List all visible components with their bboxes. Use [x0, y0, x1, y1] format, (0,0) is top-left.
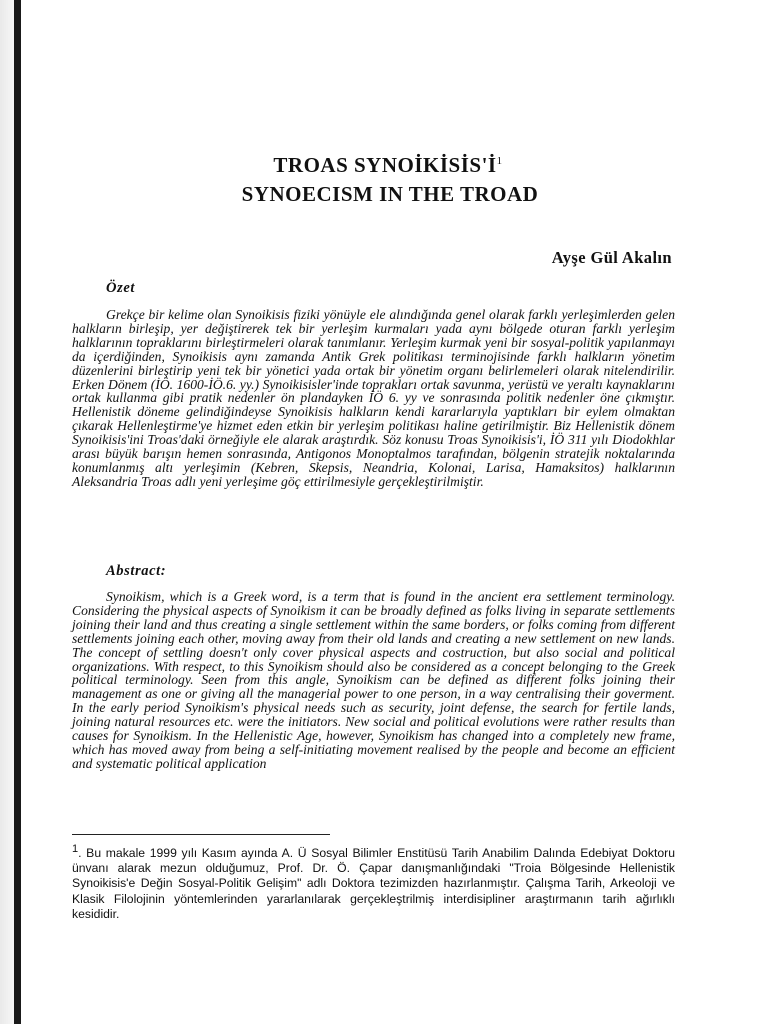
- footnote-number: 1: [72, 842, 79, 855]
- abstract-heading: Abstract:: [106, 563, 167, 579]
- title-turkish: [0, 153, 768, 178]
- abstract-paragraph: Synoikism, which is a Greek word, is a term that is found in the ancient era settlement terminology. Considering the physical aspects of Synoikism it can be broadly defined as folks living in separate settlements joining their land and thus creating a single settlement within the same borders, or folks coming from different settlements joining each other, moving away from their old lands and creating a new settlement on new lands. The concept of settling doesn't only cover physical aspects and costruction, but also social and political organizations. With respect, to this Synoikism should also be considered as a concept belonging to the Greek political terminology. Seen from this angle, Synoikism can be defined as different folks joining their management as one or giving all the managerial power to one person, in a way centralising their goverment. In the early period Synoikism's physical needs such as security, joint defense, the search for fertile lands, joining natural resources etc. were the initiators. New social and political evolutions were rather results than causes for Synoikism. In the Hellenistic Age, however, Synoikism has changed into a completely new frame, which has moved away from being a self-initiating movement realised by the people and become an efficient and systematic political application: [72, 589, 675, 771]
- footnote-divider: [72, 834, 330, 835]
- footnote: [72, 842, 675, 922]
- footnote-text: . Bu makale 1999 yılı Kasım ayında A. Ü Sosyal Bilimler Enstitüsü Tarih Anabilim Dalında Edebiyat Doktoru ünvanı alarak mezun olduğumuz, Prof. Dr. Ö. Çapar danışmanlığındaki "Troia Bölgesinde Hellenistik Synoikisis'e Değin Sosyal-Politik Gelişim" adlı Doktora tezimizden hazırlanmıştır. Çalışma Tarih, Arkeoloji ve Klasik Filolojinin yöntemlerinden yararlanılarak gerçekleştrilmiş interdisipliner araştırmanın tarih ağırlıklı kesididir.: [72, 846, 675, 921]
- author-name: Ayşe Gül Akalın: [551, 248, 672, 267]
- title-english: SYNOECISM IN THE TROAD: [241, 182, 539, 206]
- title-footnote-marker[interactable]: 1: [496, 155, 503, 167]
- title-turkish-text: TROAS SYNOİKİSİS'İ: [273, 153, 497, 177]
- ozet-heading: Özet: [106, 280, 135, 296]
- ozet-paragraph: Grekçe bir kelime olan Synoikisis fiziki yönüyle ele alındığında genel olarak farklı yerleşimlerden gelen halkların birleşip, yer değiştirerek tek bir yerleşim kurmaları yada aynı bölgede oturan farklı yerleşim halklarının topraklarını birleştirmeleri olarak tanımlanır. Yerleşim kurmak yeni bir sosyal-politik yapılanmayı da içerdiğinden, Synoikisis aynı zamanda Antik Grek politikası terminojisinde farklı halkların yönetim düzenlerini birleştirip yeni tek bir yönetici yada ortak bir yönetim organı belirlemeleri olarak nitelendirilir. Erken Dönem (İÖ. 1600-İÖ.6. yy.) Synoikisisler'inde toprakları ortak savunma, yerüstü ve yeraltı kaynaklarını ortak kullanma gibi pratik nedenler ön plandayken İÖ 6. yy ve sonrasında politik nedenler öne çıkmıştır. Hellenistik döneme gelindiğindeyse Synoikisis halkların kendi kararlarıyla yaptıkları bir eylem olmaktan çıkarak Hellenleştirme'ye hizmet eden etkin bir yerleşim politikası haline getirilmiştir. Biz Hellenistik dönem Synoikisis'ini Troas'daki örneğiyle ele alarak araştırdık. Söz konusu Troas Synoikisis'i, İÖ 311 yılı Diodokhlar arası büyük barışın hemen sonrasında, Antigonos Monoptalmos tarafından, bölgenin stratejik noktalarında konumlanmış altı yerleşimin (Kebren, Skepsis, Neandria, Kolonai, Larisa, Hamaksitos) halklarının Aleksandria Troas adlı yeni yerleşime göç ettirilmesiyle gerçekleştirilmiştir.: [72, 307, 675, 489]
